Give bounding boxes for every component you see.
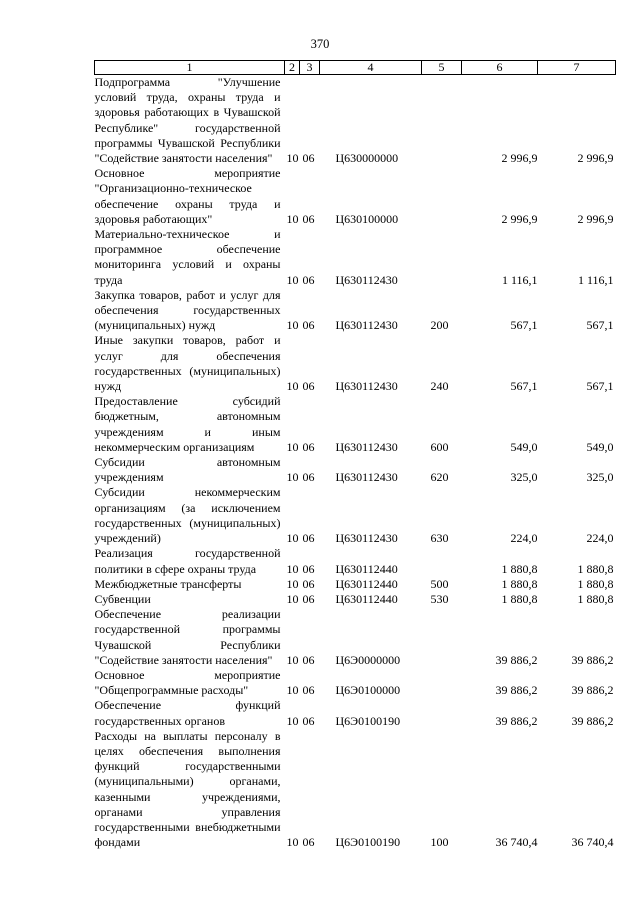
row-name: Субсидии автономным учреждениям [94, 455, 281, 485]
page-number: 370 [310, 37, 330, 51]
row-target-article: Ц630112440 [335, 561, 398, 576]
row-name: Реализация государственной политики в сфере охраны труда [94, 546, 281, 576]
row-expense-type: 530 [430, 591, 449, 606]
row-section: 10 [286, 561, 299, 576]
table-row [95, 75, 616, 167]
header-col-4: 4 [320, 61, 422, 75]
row-target-article: Ц630112440 [335, 591, 398, 606]
row-amount-1: 39 886,2 [495, 713, 538, 728]
row-subsection: 06 [302, 531, 315, 546]
row-target-article: Ц6Э0000000 [335, 652, 401, 667]
row-name: Субсидии некоммерческим организациям (за исключением государственных (муниципальных) учреждений) [94, 485, 281, 546]
row-amount-2: 2 996,9 [577, 151, 614, 166]
row-expense-type: 240 [430, 379, 449, 394]
row-target-article: Ц630112430 [335, 318, 398, 333]
row-expense-type [422, 227, 462, 288]
row-name: Обеспечение функций государственных органов [94, 698, 281, 728]
row-amount-1: 567,1 [510, 318, 538, 333]
row-section: 10 [286, 318, 299, 333]
row-target-article: Ц630100000 [335, 211, 399, 226]
row-amount-2: 567,1 [586, 379, 614, 394]
header-col-7: 7 [538, 61, 616, 75]
header-col-3: 3 [300, 61, 320, 75]
header-row [95, 61, 616, 75]
table-row [95, 607, 616, 668]
row-section: 10 [286, 151, 299, 166]
row-name: Иные закупки товаров, работ и услуг для обеспечения государственных (муниципальных) нужд [94, 333, 281, 394]
row-subsection: 06 [302, 561, 315, 576]
row-target-article: Ц630000000 [335, 151, 399, 166]
table-row [95, 668, 616, 698]
row-name: Предоставление субсидий бюджетным, автономным учреждениям и иным некоммерческим организациям [94, 394, 281, 454]
table-row [95, 546, 616, 576]
header-col-1: 1 [95, 61, 285, 75]
row-name: Основное мероприятие "Общепрограммные расходы" [94, 667, 281, 698]
row-amount-1: 1 880,8 [501, 576, 538, 591]
row-amount-2: 325,0 [586, 470, 614, 485]
row-name: Закупка товаров, работ и услуг для обеспечения государственных (муниципальных) нужд [94, 287, 281, 333]
row-amount-1: 39 886,2 [495, 683, 538, 698]
row-section: 10 [286, 211, 299, 226]
row-section: 10 [286, 835, 299, 850]
row-expense-type: 100 [430, 835, 449, 850]
row-target-article: Ц630112430 [335, 379, 398, 394]
table-row [95, 227, 616, 288]
row-subsection: 06 [302, 379, 315, 394]
row-section: 10 [286, 439, 299, 454]
table-row [95, 394, 616, 455]
row-amount-1: 549,0 [510, 439, 538, 454]
row-section: 10 [286, 531, 299, 546]
row-subsection: 06 [302, 470, 315, 485]
row-target-article: Ц6Э0100190 [335, 713, 401, 728]
table-row [95, 455, 616, 485]
table-row [95, 577, 616, 592]
row-amount-2: 39 886,2 [571, 683, 614, 698]
row-section: 10 [286, 591, 299, 606]
row-target-article: Ц6Э0100000 [335, 683, 401, 698]
row-target-article: Ц630112440 [335, 576, 398, 591]
row-section: 10 [286, 652, 299, 667]
row-subsection: 06 [302, 151, 315, 166]
row-subsection: 06 [302, 591, 315, 606]
row-expense-type: 600 [430, 439, 449, 454]
header-col-2: 2 [285, 61, 300, 75]
row-amount-1: 1 880,8 [501, 561, 538, 576]
table-row [95, 592, 616, 607]
row-subsection: 06 [302, 211, 315, 226]
row-expense-type [422, 698, 462, 728]
row-subsection: 06 [302, 576, 315, 591]
row-section: 10 [286, 379, 299, 394]
row-amount-2: 224,0 [586, 531, 614, 546]
row-name: Подпрограмма "Улучшение условий труда, охраны труда и здоровья работающих в Чувашской Республике" государственной программы Чувашской Республики "Содействие занятости населения" [94, 75, 281, 166]
row-name: Обеспечение реализации государственной программы Чувашской Республики "Содействие занятости населения" [94, 607, 281, 667]
table-row [95, 333, 616, 394]
row-expense-type: 620 [430, 470, 449, 485]
row-amount-1: 224,0 [510, 531, 538, 546]
row-target-article: Ц630112430 [335, 272, 398, 287]
header-col-6: 6 [462, 61, 538, 75]
row-subsection: 06 [302, 835, 315, 850]
table-row [95, 729, 616, 851]
row-target-article: Ц630112430 [335, 470, 398, 485]
row-expense-type [422, 668, 462, 698]
row-subsection: 06 [302, 683, 315, 698]
row-subsection: 06 [302, 713, 315, 728]
row-name: Материально-техническое и программное обеспечение мониторинга условий и охраны труда [94, 227, 281, 287]
row-name: Основное мероприятие "Организационно-техническое обеспечение охраны труда и здоровья работающих" [94, 166, 281, 226]
row-amount-2: 1 880,8 [577, 591, 614, 606]
row-expense-type [422, 166, 462, 227]
row-amount-2: 567,1 [586, 318, 614, 333]
row-expense-type [422, 546, 462, 576]
row-subsection: 06 [302, 318, 315, 333]
row-amount-1: 2 996,9 [501, 151, 538, 166]
row-section: 10 [286, 576, 299, 591]
row-amount-2: 1 880,8 [577, 576, 614, 591]
row-amount-2: 1 116,1 [577, 272, 614, 287]
row-section: 10 [286, 272, 299, 287]
row-amount-2: 2 996,9 [577, 211, 614, 226]
row-subsection: 06 [302, 652, 315, 667]
row-name: Межбюджетные трансферты [94, 576, 242, 591]
row-amount-2: 549,0 [586, 439, 614, 454]
row-expense-type [422, 75, 462, 167]
row-amount-1: 2 996,9 [501, 211, 538, 226]
row-name: Субвенции [94, 591, 151, 606]
row-subsection: 06 [302, 439, 315, 454]
row-expense-type [422, 607, 462, 668]
row-amount-2: 39 886,2 [571, 652, 614, 667]
row-amount-2: 1 880,8 [577, 561, 614, 576]
row-amount-1: 325,0 [510, 470, 538, 485]
row-target-article: Ц630112430 [335, 439, 398, 454]
row-amount-1: 1 116,1 [501, 272, 538, 287]
row-expense-type: 500 [430, 576, 449, 591]
row-section: 10 [286, 713, 299, 728]
row-amount-1: 1 880,8 [501, 591, 538, 606]
header-col-5: 5 [422, 61, 462, 75]
row-expense-type: 200 [430, 318, 449, 333]
row-amount-1: 567,1 [510, 379, 538, 394]
table-row [95, 288, 616, 334]
row-amount-1: 36 740,4 [495, 835, 538, 850]
row-target-article: Ц6Э0100190 [335, 835, 401, 850]
row-name: Расходы на выплаты персоналу в целях обеспечения выполнения функций государственными (муниципальными) органами, казенными учреждениями, органами управления государственными внебюджетными фондами [94, 728, 281, 850]
row-section: 10 [286, 470, 299, 485]
row-target-article: Ц630112430 [335, 531, 398, 546]
row-subsection: 06 [302, 272, 315, 287]
row-amount-2: 36 740,4 [571, 835, 614, 850]
table-row [95, 485, 616, 546]
table-row [95, 698, 616, 728]
row-expense-type: 630 [430, 531, 449, 546]
row-amount-2: 39 886,2 [571, 713, 614, 728]
row-section: 10 [286, 683, 299, 698]
budget-table [94, 60, 616, 850]
table-row [95, 166, 616, 227]
row-amount-1: 39 886,2 [495, 652, 538, 667]
